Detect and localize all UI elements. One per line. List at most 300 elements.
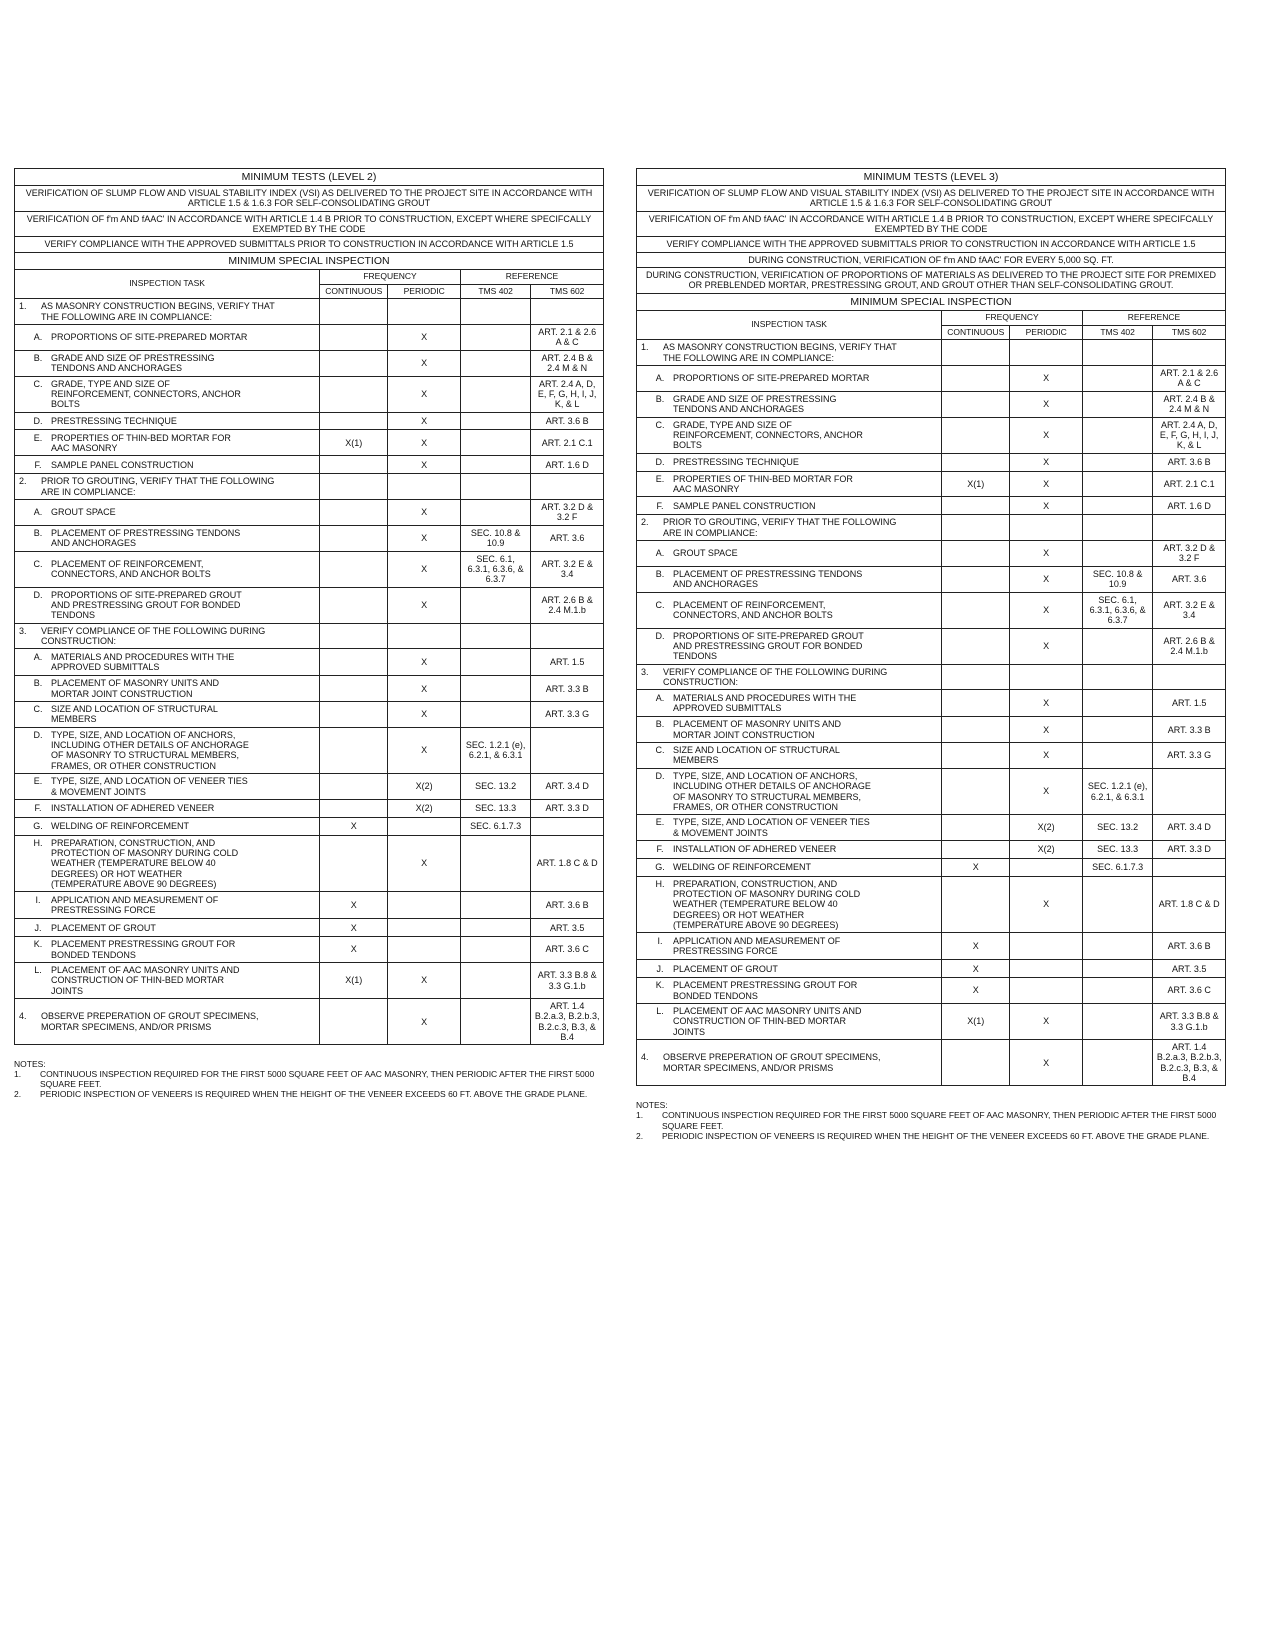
- task-number: J.: [34, 922, 42, 933]
- continuous-value: [942, 453, 1010, 471]
- task-number: B.: [33, 527, 43, 538]
- tms602-value: [1153, 515, 1226, 541]
- task-text: PLACEMENT OF REINFORCEMENT, CONNECTORS, AND ANCHOR BOLTS: [673, 599, 833, 621]
- task-number: E.: [33, 776, 43, 787]
- note-number: 2.: [14, 1089, 22, 1100]
- tms402-value: [1082, 876, 1152, 933]
- table-row: [637, 515, 1226, 541]
- inspection-task: [637, 876, 942, 933]
- task-number: K.: [33, 939, 43, 950]
- table-row: [637, 664, 1226, 690]
- tms402-value: [460, 999, 530, 1045]
- tms402-value: SEC. 13.3: [1082, 840, 1152, 858]
- table-row: [637, 933, 1226, 960]
- periodic-value: [388, 299, 461, 325]
- table-row: [637, 815, 1226, 841]
- tms402-value: [460, 649, 530, 676]
- inspection-task: [637, 592, 942, 628]
- periodic-value: X: [388, 676, 461, 702]
- periodic-value: X: [1010, 743, 1083, 769]
- inspection-task: [15, 892, 320, 919]
- tms602-value: ART. 2.1 & 2.6 A & C: [531, 325, 604, 351]
- inspection-task: [637, 366, 942, 392]
- inspection-task: [15, 430, 320, 456]
- continuous-value: X: [320, 937, 388, 963]
- periodic-value: X: [388, 727, 461, 773]
- tms402-value: SEC. 6.1, 6.3.1, 6.3.6, & 6.3.7: [1082, 592, 1152, 628]
- task-text: AS MASONRY CONSTRUCTION BEGINS, VERIFY THAT THE FOLLOWING ARE IN COMPLIANCE:: [41, 301, 275, 322]
- inspection-task: [15, 456, 320, 474]
- note-number: 1.: [14, 1069, 22, 1080]
- table-row: [15, 474, 604, 500]
- task-number: E.: [655, 817, 665, 828]
- note-item: [636, 1110, 1226, 1130]
- task-text: PROPORTIONS OF SITE-PREPARED GROUT AND PRESTRESSING GROUT FOR BONDED TENDONS: [51, 589, 242, 621]
- task-text: MATERIALS AND PROCEDURES WITH THE APPROVED SUBMITTALS: [673, 693, 857, 714]
- tms602-value: ART. 3.2 D & 3.2 F: [1153, 540, 1226, 566]
- tms602-value: [531, 299, 604, 325]
- periodic-value: X: [1010, 391, 1083, 417]
- tms402-value: [1082, 391, 1152, 417]
- table-row: [15, 587, 604, 623]
- task-number: I.: [657, 936, 663, 947]
- inspection-task: [637, 391, 942, 417]
- periodic-value: X: [1010, 768, 1083, 814]
- periodic-value: [388, 892, 461, 919]
- continuous-value: X: [942, 858, 1010, 876]
- inspection-task: [15, 299, 320, 325]
- tms602-value: ART. 2.6 B & 2.4 M.1.b: [1153, 628, 1226, 664]
- col-inspection-task: INSPECTION TASK: [637, 310, 942, 340]
- task-text: PLACEMENT OF GROUT: [51, 922, 156, 933]
- periodic-value: X: [1010, 1004, 1083, 1040]
- inspection-task: [15, 774, 320, 800]
- continuous-value: X(1): [942, 1004, 1010, 1040]
- inspection-task: [15, 623, 320, 649]
- tms602-value: [531, 727, 604, 773]
- periodic-value: X: [1010, 417, 1083, 453]
- tms602-value: ART. 3.3 B.8 & 3.3 G.1.b: [1153, 1004, 1226, 1040]
- continuous-value: [942, 497, 1010, 515]
- continuous-value: X: [942, 978, 1010, 1004]
- continuous-value: [942, 515, 1010, 541]
- task-text: MATERIALS AND PROCEDURES WITH THE APPROVED SUBMITTALS: [51, 652, 235, 673]
- table-row: [15, 799, 604, 817]
- continuous-value: [320, 702, 388, 728]
- inspection-task: [15, 727, 320, 773]
- table-row: [15, 727, 604, 773]
- level-2-panel: [14, 168, 604, 1100]
- notes: [636, 1100, 1226, 1140]
- continuous-value: [320, 551, 388, 587]
- periodic-value: X: [388, 649, 461, 676]
- tms402-value: SEC. 10.8 & 10.9: [460, 525, 530, 551]
- task-text: PLACEMENT OF GROUT: [673, 963, 778, 974]
- tms602-value: ART. 2.1 C.1: [531, 430, 604, 456]
- task-number: F.: [656, 500, 664, 511]
- note-item: [636, 1131, 1226, 1141]
- tms402-value: SEC. 6.1.7.3: [1082, 858, 1152, 876]
- continuous-value: [942, 340, 1010, 366]
- tms602-value: ART. 1.6 D: [531, 456, 604, 474]
- periodic-value: X: [1010, 497, 1083, 515]
- continuous-value: [942, 540, 1010, 566]
- task-number: C.: [655, 419, 665, 430]
- inspection-task: [15, 525, 320, 551]
- periodic-value: [388, 623, 461, 649]
- task-number: B.: [655, 568, 665, 579]
- continuous-value: [320, 456, 388, 474]
- task-number: F.: [34, 459, 42, 470]
- periodic-value: [1010, 858, 1083, 876]
- inspection-task: [637, 933, 942, 960]
- inspection-task: [637, 717, 942, 743]
- note-number: 2.: [636, 1130, 644, 1141]
- notes-heading: NOTES:: [636, 1100, 668, 1111]
- inspection-task: [637, 858, 942, 876]
- task-text: OBSERVE PREPERATION OF GROUT SPECIMENS, MORTAR SPECIMENS, AND/OR PRISMS: [41, 1011, 259, 1032]
- task-number: H.: [655, 878, 665, 889]
- periodic-value: X: [1010, 540, 1083, 566]
- inspection-task: [15, 676, 320, 702]
- task-text: GROUT SPACE: [51, 507, 116, 518]
- periodic-value: [388, 937, 461, 963]
- periodic-value: X: [388, 835, 461, 892]
- tms602-value: ART. 1.5: [531, 649, 604, 676]
- table-row: [15, 892, 604, 919]
- tms602-value: ART. 3.2 E & 3.4: [531, 551, 604, 587]
- task-number: 1.: [19, 301, 27, 312]
- continuous-value: X: [942, 933, 1010, 960]
- continuous-value: [942, 566, 1010, 592]
- inspection-task: [15, 999, 320, 1045]
- tms602-value: ART. 3.6 C: [531, 937, 604, 963]
- tms402-value: [460, 456, 530, 474]
- table-row: [637, 471, 1226, 497]
- tms402-value: [1082, 497, 1152, 515]
- continuous-value: [942, 717, 1010, 743]
- task-text: TYPE, SIZE, AND LOCATION OF ANCHORS, INCLUDING OTHER DETAILS OF ANCHORAGE OF MASONRY TO STRUCTURAL MEMBERS, FRAMES, OR OTHER CONSTRUCTION: [51, 729, 249, 771]
- task-text: PRESTRESSING TECHNIQUE: [673, 456, 799, 467]
- table-row: [15, 919, 604, 937]
- tms602-value: [1153, 664, 1226, 690]
- table-row: [15, 702, 604, 728]
- table-row: [637, 340, 1226, 366]
- continuous-value: [942, 840, 1010, 858]
- inspection-task: [15, 587, 320, 623]
- table-row: [637, 743, 1226, 769]
- periodic-value: [1010, 978, 1083, 1004]
- inspection-task: [637, 664, 942, 690]
- task-text: PLACEMENT PRESTRESSING GROUT FOR BONDED TENDONS: [673, 980, 858, 1001]
- note-number: 1.: [636, 1110, 644, 1121]
- task-number: C.: [33, 704, 43, 715]
- periodic-value: [388, 817, 461, 835]
- inspection-task: [637, 1004, 942, 1040]
- continuous-value: X: [320, 919, 388, 937]
- table-row: [15, 412, 604, 430]
- tms602-value: ART. 3.4 D: [1153, 815, 1226, 841]
- tms602-value: ART. 2.4 B & 2.4 M & N: [1153, 391, 1226, 417]
- tests-title: MINIMUM TESTS (LEVEL 2): [15, 169, 604, 186]
- task-number: 4.: [641, 1052, 649, 1063]
- tms602-value: ART. 3.2 D & 3.2 F: [531, 499, 604, 525]
- tms402-value: [460, 430, 530, 456]
- tests-title: MINIMUM TESTS (LEVEL 3): [637, 169, 1226, 186]
- tms402-value: [460, 325, 530, 351]
- task-number: B.: [33, 352, 43, 363]
- tms402-value: [1082, 515, 1152, 541]
- inspection-task: [637, 690, 942, 717]
- periodic-value: X: [388, 525, 461, 551]
- tms602-value: ART. 3.6: [531, 525, 604, 551]
- inspection-task: [637, 978, 942, 1004]
- periodic-value: [388, 919, 461, 937]
- task-number: F.: [34, 803, 42, 814]
- continuous-value: [942, 391, 1010, 417]
- table-row: [637, 690, 1226, 717]
- continuous-value: [320, 499, 388, 525]
- continuous-value: [942, 876, 1010, 933]
- task-number: 4.: [19, 1011, 27, 1022]
- inspection-task: [15, 702, 320, 728]
- tms602-value: ART. 1.8 C & D: [1153, 876, 1226, 933]
- continuous-value: X: [320, 892, 388, 919]
- tms602-value: ART. 3.6 B: [531, 412, 604, 430]
- task-number: I.: [35, 895, 41, 906]
- tms402-value: SEC. 13.2: [460, 774, 530, 800]
- task-number: K.: [655, 980, 665, 991]
- col-inspection-task: INSPECTION TASK: [15, 269, 320, 299]
- task-number: D.: [655, 770, 665, 781]
- tms602-value: ART. 3.6 C: [1153, 978, 1226, 1004]
- table-row: [637, 876, 1226, 933]
- inspection-task: [15, 799, 320, 817]
- special-inspection-title: MINIMUM SPECIAL INSPECTION: [637, 293, 1226, 310]
- tms402-value: [1082, 690, 1152, 717]
- task-number: 1.: [641, 342, 649, 353]
- task-number: G.: [655, 862, 665, 873]
- inspection-task: [637, 743, 942, 769]
- table-row: [637, 366, 1226, 392]
- tms602-value: ART. 3.6 B: [1153, 933, 1226, 960]
- table-row: [15, 430, 604, 456]
- tms402-value: SEC. 6.1, 6.3.1, 6.3.6, & 6.3.7: [460, 551, 530, 587]
- tms602-value: ART. 2.1 C.1: [1153, 471, 1226, 497]
- task-number: D.: [655, 456, 665, 467]
- periodic-value: X: [388, 963, 461, 999]
- inspection-task: [637, 566, 942, 592]
- table-row: [15, 456, 604, 474]
- inspection-task: [15, 325, 320, 351]
- inspection-task: [637, 960, 942, 978]
- table-row: [15, 350, 604, 376]
- task-text: PLACEMENT OF PRESTRESSING TENDONS AND ANCHORAGES: [51, 527, 241, 549]
- test-requirement: DURING CONSTRUCTION, VERIFICATION OF PROPORTIONS OF MATERIALS AS DELIVERED TO THE PROJECT SITE FOR PREMIXED OR PREBLENDED MORTAR, PRESTRESSING GROUT, AND GROUT OTHER THAN SELF-CONSOLIDATING GROUT.: [637, 268, 1226, 294]
- inspection-task: [15, 412, 320, 430]
- periodic-value: [1010, 340, 1083, 366]
- continuous-value: [320, 835, 388, 892]
- table-row: [15, 963, 604, 999]
- tms402-value: [1082, 960, 1152, 978]
- task-text: INSTALLATION OF ADHERED VENEER: [673, 844, 837, 855]
- table-row: [637, 960, 1226, 978]
- periodic-value: X(2): [388, 799, 461, 817]
- table-row: [15, 937, 604, 963]
- task-number: B.: [655, 719, 665, 730]
- tms602-value: [1153, 768, 1226, 814]
- inspection-task: [637, 1040, 942, 1086]
- task-number: H.: [33, 837, 43, 848]
- tms402-value: [1082, 664, 1152, 690]
- tms602-value: ART. 1.6 D: [1153, 497, 1226, 515]
- task-number: 2.: [641, 517, 649, 528]
- tms602-value: [531, 623, 604, 649]
- tms402-value: [1082, 417, 1152, 453]
- continuous-value: [320, 525, 388, 551]
- inspection-task: [637, 453, 942, 471]
- continuous-value: [942, 366, 1010, 392]
- periodic-value: X: [1010, 628, 1083, 664]
- task-number: A.: [33, 652, 43, 662]
- task-text: PLACEMENT OF MASONRY UNITS AND MORTAR JOINT CONSTRUCTION: [673, 719, 842, 740]
- continuous-value: [942, 690, 1010, 717]
- table-row: [637, 1004, 1226, 1040]
- task-text: PROPORTIONS OF SITE-PREPARED MORTAR: [51, 332, 248, 343]
- task-text: TYPE, SIZE, AND LOCATION OF VENEER TIES & MOVEMENT JOINTS: [51, 776, 248, 797]
- tms602-value: ART. 2.6 B & 2.4 M.1.b: [531, 587, 604, 623]
- periodic-value: X: [388, 350, 461, 376]
- inspection-task: [15, 817, 320, 835]
- tms402-value: [1082, 933, 1152, 960]
- tms602-value: ART. 3.5: [531, 919, 604, 937]
- inspection-task: [637, 471, 942, 497]
- task-text: PROPERTIES OF THIN-BED MORTAR FOR AAC MASONRY: [673, 473, 853, 494]
- periodic-value: [1010, 664, 1083, 690]
- table-row: [637, 540, 1226, 566]
- task-text: INSTALLATION OF ADHERED VENEER: [51, 803, 215, 814]
- tms602-value: ART. 3.4 D: [531, 774, 604, 800]
- tms402-value: [460, 623, 530, 649]
- continuous-value: X: [942, 960, 1010, 978]
- table-row: [637, 628, 1226, 664]
- task-number: F.: [656, 844, 664, 855]
- task-text: SAMPLE PANEL CONSTRUCTION: [51, 459, 194, 470]
- table-row: [637, 417, 1226, 453]
- tms602-value: ART. 3.3 D: [531, 799, 604, 817]
- inspection-task: [15, 474, 320, 500]
- tms602-value: [1153, 858, 1226, 876]
- task-text: PRESTRESSING TECHNIQUE: [51, 415, 177, 426]
- tms402-value: [1082, 453, 1152, 471]
- tms602-value: ART. 3.5: [1153, 960, 1226, 978]
- col-frequency: FREQUENCY: [942, 310, 1083, 325]
- periodic-value: [1010, 933, 1083, 960]
- task-text: TYPE, SIZE, AND LOCATION OF ANCHORS, INCLUDING OTHER DETAILS OF ANCHORAGE OF MASONRY TO STRUCTURAL MEMBERS, FRAMES, OR OTHER CONSTRUCTION: [673, 770, 871, 812]
- task-text: SIZE AND LOCATION OF STRUCTURAL MEMBERS: [51, 704, 218, 725]
- periodic-value: [1010, 960, 1083, 978]
- periodic-value: X: [1010, 717, 1083, 743]
- task-number: G.: [33, 821, 43, 832]
- periodic-value: X: [388, 325, 461, 351]
- inspection-task: [637, 340, 942, 366]
- note-text: CONTINUOUS INSPECTION REQUIRED FOR THE FIRST 5000 SQUARE FEET OF AAC MASONRY, THEN PERIODIC AFTER THE FIRST 5000 SQUARE FEET.: [40, 1069, 595, 1090]
- task-number: L.: [34, 965, 42, 976]
- inspection-task: [15, 835, 320, 892]
- task-text: SIZE AND LOCATION OF STRUCTURAL MEMBERS: [673, 745, 840, 766]
- task-text: PLACEMENT OF AAC MASONRY UNITS AND CONSTRUCTION OF THIN-BED MORTAR JOINTS: [51, 965, 240, 996]
- tms602-value: ART. 3.3 B: [1153, 717, 1226, 743]
- table-row: [637, 768, 1226, 814]
- inspection-task: [637, 417, 942, 453]
- continuous-value: X(1): [320, 963, 388, 999]
- tms402-value: [460, 350, 530, 376]
- continuous-value: [320, 676, 388, 702]
- tms402-value: [460, 937, 530, 963]
- inspection-task: [637, 628, 942, 664]
- task-number: A.: [655, 693, 665, 704]
- special-inspection-title: MINIMUM SPECIAL INSPECTION: [15, 252, 604, 269]
- tms602-value: ART. 3.3 G: [531, 702, 604, 728]
- tms402-value: SEC. 1.2.1 (e), 6.2.1, & 6.3.1: [460, 727, 530, 773]
- task-number: D.: [655, 630, 665, 641]
- continuous-value: X(1): [320, 430, 388, 456]
- task-text: PROPORTIONS OF SITE-PREPARED GROUT AND PRESTRESSING GROUT FOR BONDED TENDONS: [673, 630, 864, 662]
- tms602-value: ART. 3.3 B.8 & 3.3 G.1.b: [531, 963, 604, 999]
- tms402-value: [460, 474, 530, 500]
- inspection-task: [15, 649, 320, 676]
- table-row: [637, 978, 1226, 1004]
- task-text: PROPORTIONS OF SITE-PREPARED MORTAR: [673, 373, 870, 384]
- continuous-value: [320, 474, 388, 500]
- col-reference: REFERENCE: [1082, 310, 1225, 325]
- note-item: [14, 1089, 604, 1099]
- notes: [14, 1059, 604, 1099]
- tms402-value: [460, 676, 530, 702]
- inspection-task: [15, 350, 320, 376]
- inspection-task: [637, 815, 942, 841]
- periodic-value: X: [388, 412, 461, 430]
- periodic-value: X: [1010, 366, 1083, 392]
- continuous-value: [320, 799, 388, 817]
- periodic-value: X(2): [1010, 840, 1083, 858]
- inspection-task: [15, 376, 320, 412]
- tms402-value: [460, 299, 530, 325]
- periodic-value: X: [388, 551, 461, 587]
- table-row: [15, 676, 604, 702]
- table-row: [15, 999, 604, 1045]
- task-number: C.: [33, 378, 43, 389]
- table-row: [15, 551, 604, 587]
- periodic-value: X: [1010, 690, 1083, 717]
- tms402-value: [460, 499, 530, 525]
- continuous-value: [942, 1040, 1010, 1086]
- periodic-value: X: [388, 587, 461, 623]
- note-text: PERIODIC INSPECTION OF VENEERS IS REQUIRED WHEN THE HEIGHT OF THE VENEER EXCEEDS 60 FT. ABOVE THE GRADE PLANE.: [40, 1089, 588, 1100]
- task-number: 3.: [641, 666, 649, 677]
- test-requirement: VERIFICATION OF SLUMP FLOW AND VISUAL STABILITY INDEX (VSI) AS DELIVERED TO THE PROJECT SITE IN ACCORDANCE WITH ARTICLE 1.5 & 1.6.3 FOR SELF-CONSOLIDATING GROUT: [637, 186, 1226, 212]
- continuous-value: [320, 299, 388, 325]
- col-tms602: TMS 602: [531, 284, 604, 299]
- periodic-value: X: [1010, 592, 1083, 628]
- inspection-task: [15, 499, 320, 525]
- continuous-value: [320, 774, 388, 800]
- tms402-value: SEC. 6.1.7.3: [460, 817, 530, 835]
- tms402-value: [1082, 1004, 1152, 1040]
- task-text: PLACEMENT PRESTRESSING GROUT FOR BONDED TENDONS: [51, 939, 236, 960]
- col-continuous: CONTINUOUS: [320, 284, 388, 299]
- table-row: [15, 649, 604, 676]
